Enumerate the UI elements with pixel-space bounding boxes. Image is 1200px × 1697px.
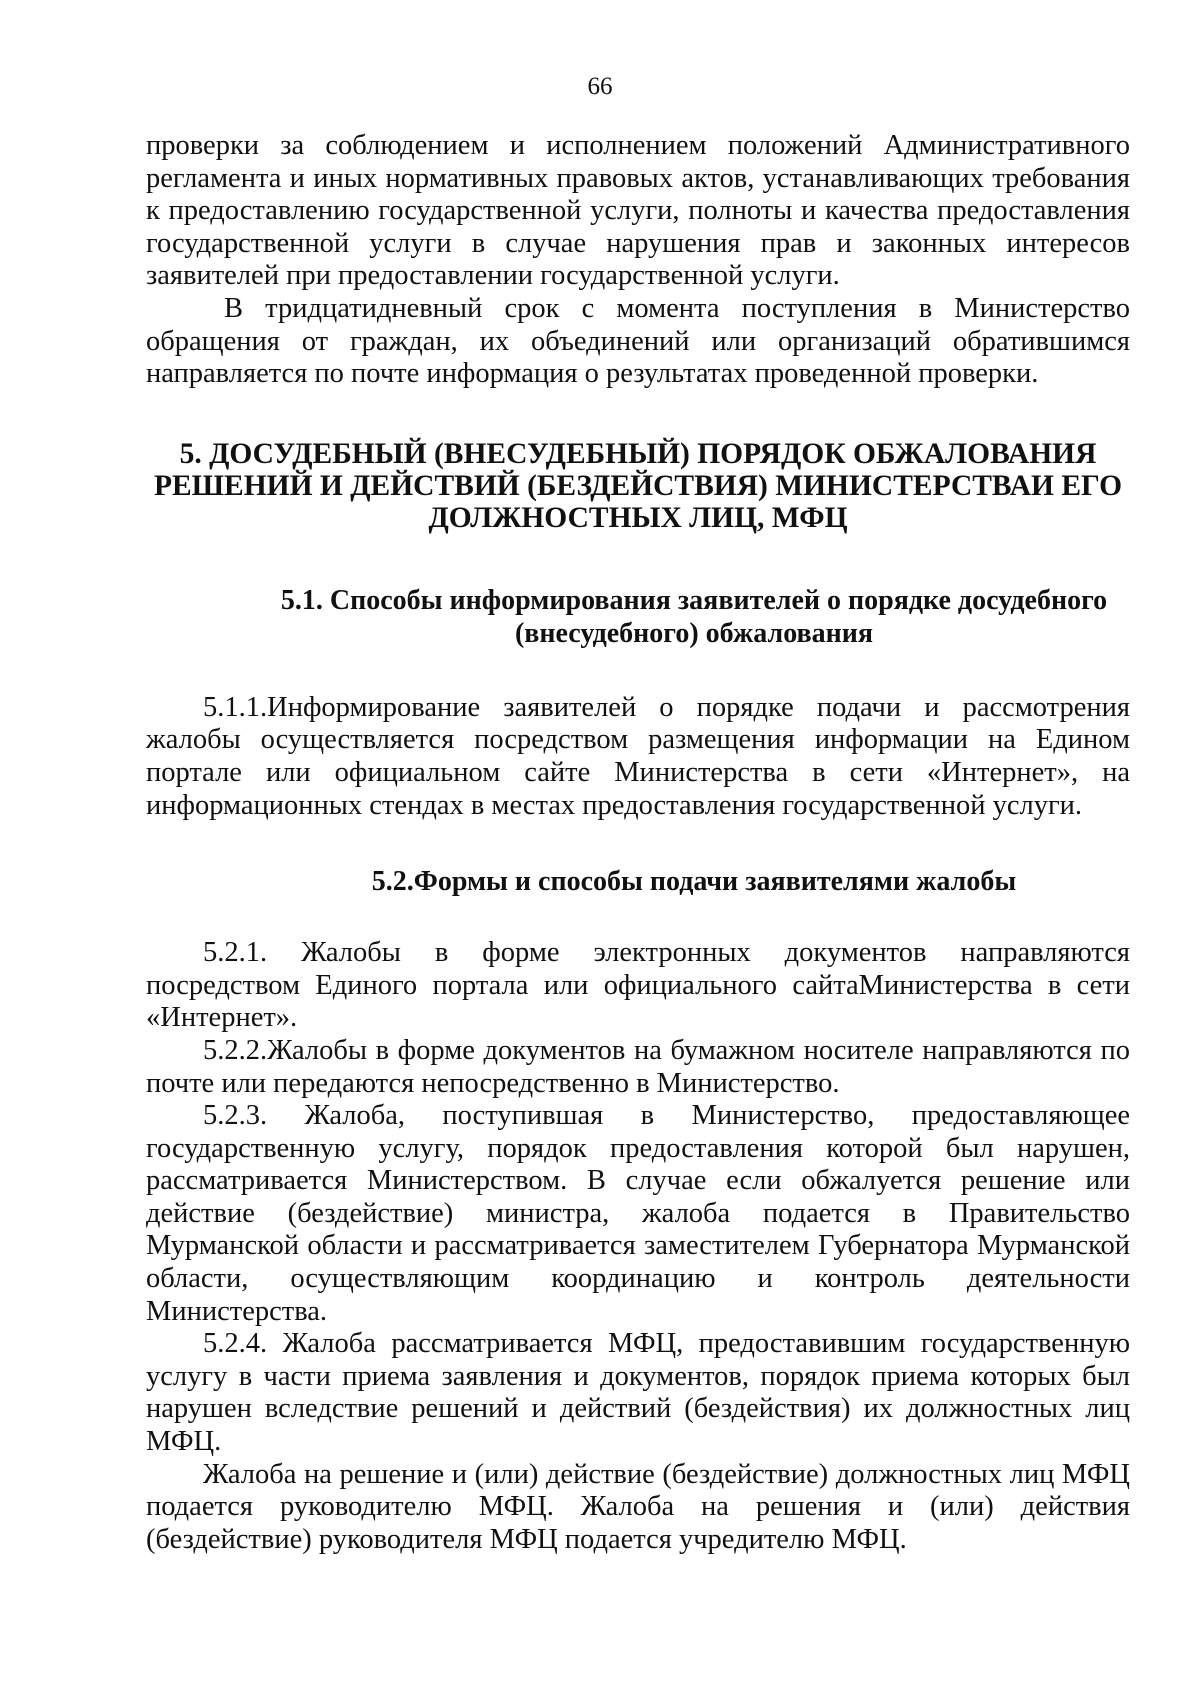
document-body xyxy=(146,130,1130,1556)
paragraph-intro-2: В тридцатидневный срок с момента поступления в Министерство обращения от граждан, их объединений или организаций обратившимся направляется по почте информация о результатах проведенной проверки. xyxy=(146,292,1130,390)
section-5-title-line-2: РЕШЕНИЙ И ДЕЙСТВИЙ (БЕЗДЕЙСТВИЯ) МИНИСТЕРСТВАИ ЕГО xyxy=(153,469,1123,502)
page-number: 66 xyxy=(587,73,613,100)
paragraph-5-2-2: 5.2.2.Жалобы в форме документов на бумажном носителе направляются по почте или передаются непосредственно в Министерство. xyxy=(146,1034,1130,1099)
section-5-title-line-1: 5. ДОСУДЕБНЫЙ (ВНЕСУДЕБНЫЙ) ПОРЯДОК ОБЖАЛОВАНИЯ xyxy=(179,437,1097,470)
subsection-5-1-title xyxy=(146,584,1130,650)
paragraph-5-1-1: 5.1.1.Информирование заявителей о порядке подачи и рассмотрения жалобы осуществляется посредством размещения информации на Едином портале или официальном сайте Министерства в сети «Интернет», на информационных стендах в местах предоставления государственной услуги. xyxy=(146,691,1130,821)
paragraph-5-2-3: 5.2.3. Жалоба, поступившая в Министерство, предоставляющее государственную услугу, порядок предоставления которой был нарушен, рассматривается Министерством. В случае если обжалуется решение или действие (бездействие) министра, жалоба подается в Правительство Мурманской области и рассматривается заместителем Губернатора Мурманской области, осуществляющим координацию и контроль деятельности Министерства. xyxy=(146,1100,1130,1327)
subsection-5-1-title-line-1: 5.1. Способы информирования заявителей о порядке досудебного xyxy=(280,584,1108,616)
paragraph-5-2-5: Жалоба на решение и (или) действие (бездействие) должностных лиц МФЦ подается руководителю МФЦ. Жалоба на решения и (или) действия (бездействие) руководителя МФЦ подается учредителю МФЦ. xyxy=(146,1458,1130,1555)
paragraph-5-2-4: 5.2.4. Жалоба рассматривается МФЦ, предоставившим государственную услугу в части приема заявления и документов, порядок приема которых был нарушен вследствие решений и действий (бездействия) их должностных лиц МФЦ. xyxy=(146,1328,1130,1458)
subsection-5-2-title: 5.2.Формы и способы подачи заявителями жалобы xyxy=(371,866,1017,898)
paragraph-5-2-1: 5.2.1. Жалобы в форме электронных документов направляются посредством Единого портала или официального сайтаМинистерства в сети «Интернет». xyxy=(146,937,1130,1034)
paragraph-intro-1: проверки за соблюдением и исполнением положений Административного регламента и иных нормативных правовых актов, устанавливающих требования к предоставлению государственной услуги, полноты и качества предоставления государственной услуги в случае нарушения прав и законных интересов заявителей при предоставлении государственной услуги. xyxy=(146,130,1130,292)
section-5-title-line-3: ДОЛЖНОСТНЫХ ЛИЦ, МФЦ xyxy=(428,501,848,534)
section-5-title xyxy=(146,438,1130,534)
subsection-5-1-title-line-2: (внесудебного) обжалования xyxy=(514,617,874,649)
